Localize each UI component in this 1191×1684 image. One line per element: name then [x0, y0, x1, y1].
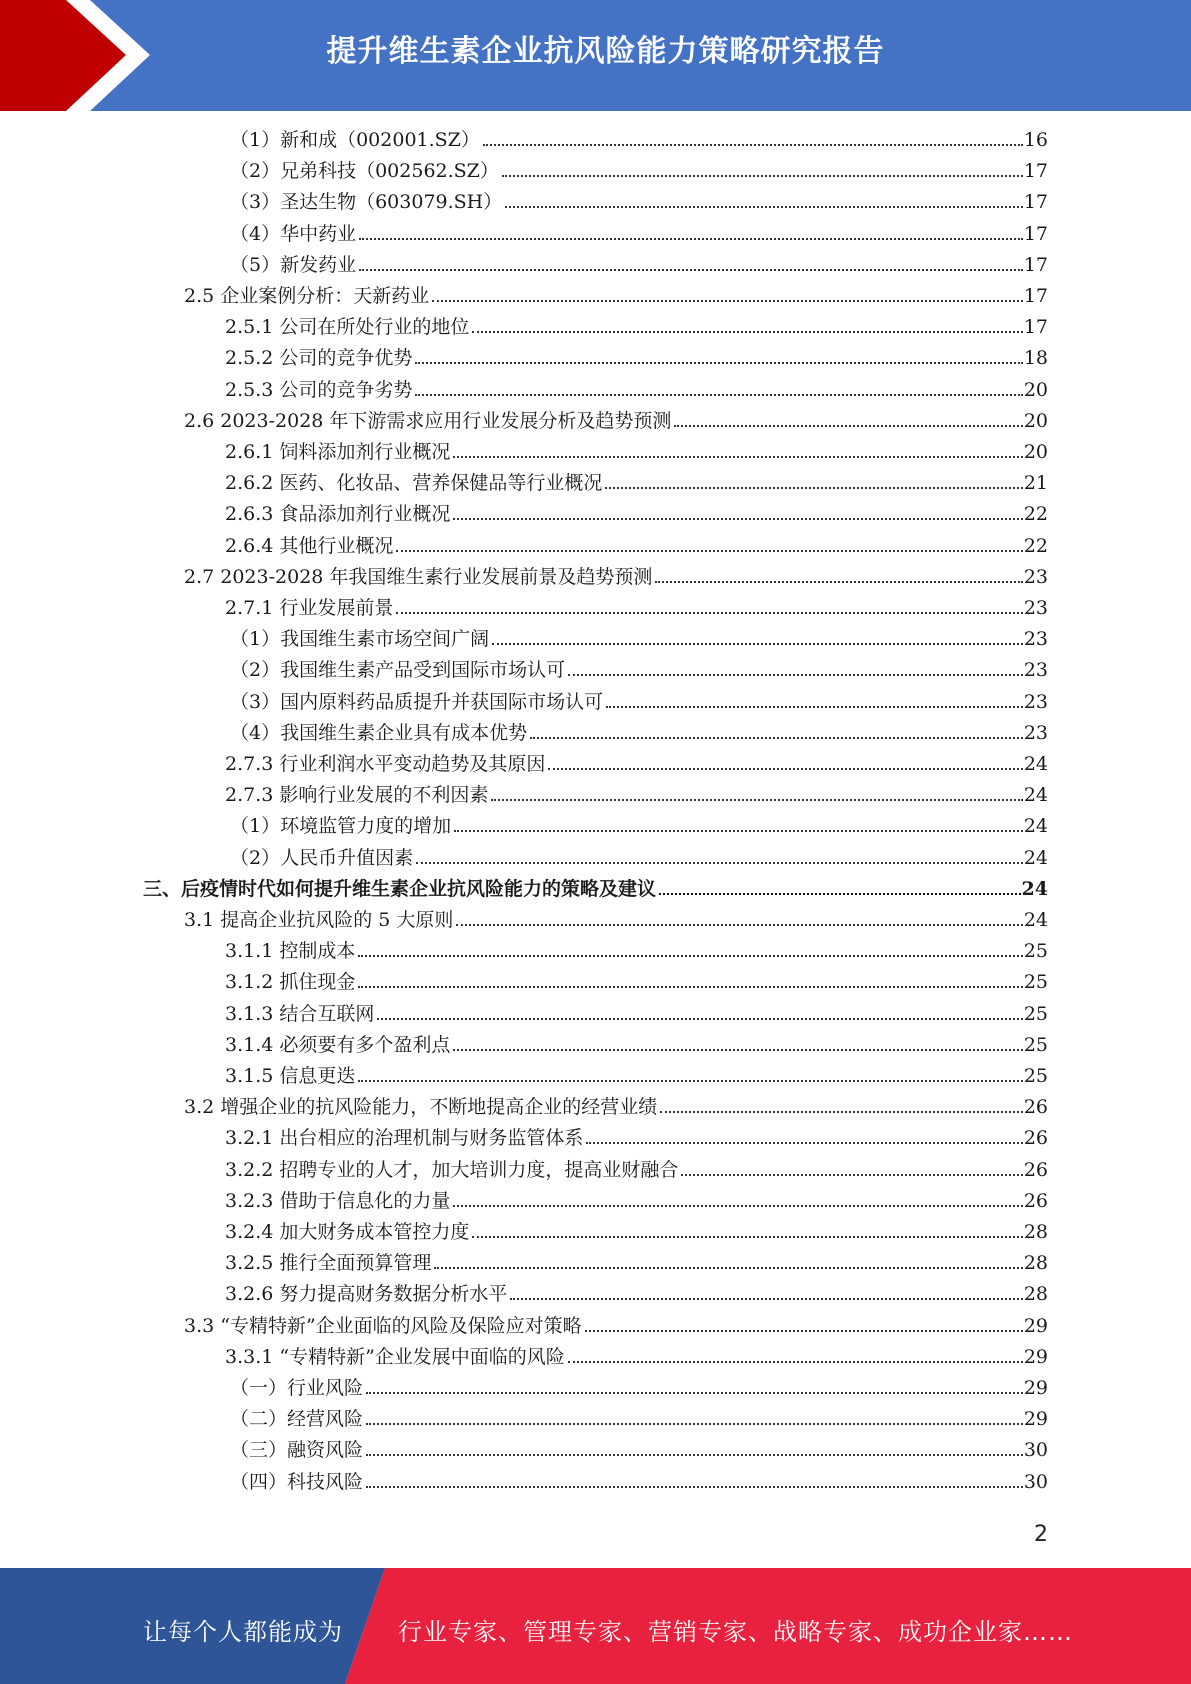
- toc-entry-title: （4）我国维生素企业具有成本优势: [230, 722, 528, 744]
- toc-entry-page: 24: [1023, 784, 1048, 806]
- toc-entry-title: （一）行业风险: [230, 1377, 364, 1399]
- toc-entry-title: 3.1.3 结合互联网: [225, 1003, 375, 1025]
- toc-entry-title: （1）新和成（002001.SZ）: [230, 129, 480, 151]
- toc-leader-dots: [358, 986, 1022, 988]
- toc-leader-dots: [568, 674, 1023, 676]
- toc-entry[interactable]: [225, 1033, 1048, 1057]
- toc-entry-page: 24: [1021, 878, 1048, 900]
- toc-entry-page: 17: [1023, 285, 1048, 307]
- toc-entry[interactable]: [143, 877, 1048, 901]
- toc-entry-page: 23: [1023, 628, 1048, 650]
- toc-entry-page: 30: [1023, 1471, 1048, 1493]
- toc-entry[interactable]: [225, 1345, 1048, 1369]
- toc-entry-title: 三、后疫情时代如何提升维生素企业抗风险能力的策略及建议: [143, 878, 657, 900]
- toc-entry-title: （2）人民币升值因素: [230, 847, 414, 869]
- toc-entry-page: 16: [1023, 129, 1048, 151]
- toc-leader-dots: [681, 1174, 1022, 1176]
- toc-leader-dots: [358, 955, 1022, 957]
- toc-leader-dots: [377, 1018, 1022, 1020]
- toc-entry-page: 23: [1023, 691, 1048, 713]
- toc-entry-title: （3）圣达生物（603079.SH）: [230, 191, 503, 213]
- toc-entry-page: 23: [1023, 566, 1048, 588]
- toc-leader-dots: [358, 1080, 1022, 1082]
- toc-entry-title: 3.2 增强企业的抗风险能力，不断地提高企业的经营业绩: [184, 1096, 658, 1118]
- toc-leader-dots: [366, 1423, 1023, 1425]
- toc-entry[interactable]: [230, 1438, 1048, 1462]
- toc-leader-dots: [432, 300, 1023, 302]
- toc-entry-title: 3.2.2 招聘专业的人才，加大培训力度，提高业财融合: [225, 1159, 679, 1181]
- toc-leader-dots: [456, 924, 1022, 926]
- toc-entry-title: 2.6.2 医药、化妆品、营养保健品等行业概况: [225, 472, 603, 494]
- toc-entry-page: 30: [1023, 1439, 1048, 1461]
- toc-leader-dots: [366, 1454, 1023, 1456]
- toc-entry-page: 24: [1023, 909, 1048, 931]
- toc-entry[interactable]: [225, 1251, 1048, 1275]
- toc-entry-page: 23: [1023, 597, 1048, 619]
- toc-entry[interactable]: [225, 596, 1048, 620]
- toc-entry[interactable]: [225, 502, 1048, 526]
- page-footer: [0, 1568, 1191, 1684]
- toc-entry-page: 26: [1023, 1159, 1048, 1181]
- toc-entry-title: 2.7 2023-2028 年我国维生素行业发展前景及趋势预测: [184, 566, 653, 588]
- toc-entry-page: 17: [1023, 191, 1048, 213]
- toc-entry-title: 2.7.3 行业利润水平变动趋势及其原因: [225, 753, 546, 775]
- toc-entry[interactable]: [230, 1407, 1048, 1431]
- toc-leader-dots: [366, 1392, 1023, 1394]
- toc-entry-page: 23: [1023, 659, 1048, 681]
- toc-leader-dots: [674, 425, 1022, 427]
- toc-leader-dots: [359, 238, 1023, 240]
- toc-entry[interactable]: [230, 814, 1048, 838]
- toc-entry[interactable]: [230, 690, 1048, 714]
- toc-entry[interactable]: [225, 783, 1048, 807]
- toc-entry-page: 20: [1023, 441, 1048, 463]
- toc-entry-title: 2.5.3 公司的竞争劣势: [225, 379, 413, 401]
- toc-leader-dots: [483, 144, 1023, 146]
- toc-leader-dots: [434, 1267, 1022, 1269]
- toc-entry-title: 3.1.4 必须要有多个盈利点: [225, 1034, 451, 1056]
- toc-entry[interactable]: [225, 534, 1048, 558]
- toc-entry-page: 29: [1023, 1315, 1048, 1337]
- toc-entry-title: （2）我国维生素产品受到国际市场认可: [230, 659, 566, 681]
- toc-leader-dots: [359, 269, 1023, 271]
- toc-entry[interactable]: [225, 440, 1048, 464]
- toc-entry-title: 3.1.2 抓住现金: [225, 971, 356, 993]
- report-title: 提升维生素企业抗风险能力策略研究报告: [326, 34, 885, 69]
- toc-leader-dots: [416, 862, 1023, 864]
- toc-entry[interactable]: [225, 970, 1048, 994]
- toc-entry-title: （3）国内原料药品质提升并获国际市场认可: [230, 691, 604, 713]
- toc-entry-title: （四）科技风险: [230, 1471, 364, 1493]
- toc-entry-title: （二）经营风险: [230, 1408, 364, 1430]
- toc-leader-dots: [659, 893, 1021, 895]
- toc-entry[interactable]: [230, 1470, 1048, 1494]
- toc-entry-title: （1）我国维生素市场空间广阔: [230, 628, 490, 650]
- toc-entry-page: 21: [1023, 472, 1048, 494]
- toc-entry[interactable]: [225, 939, 1048, 963]
- toc-entry-page: 25: [1023, 1003, 1048, 1025]
- toc-entry[interactable]: [225, 1282, 1048, 1306]
- toc-entry[interactable]: [230, 128, 1048, 152]
- toc-entry[interactable]: [184, 409, 1048, 433]
- toc-leader-dots: [548, 768, 1022, 770]
- toc-entry-page: 24: [1023, 753, 1048, 775]
- toc-leader-dots: [396, 550, 1022, 552]
- toc-entry[interactable]: [184, 565, 1048, 589]
- toc-leader-dots: [415, 394, 1022, 396]
- toc-entry[interactable]: [225, 1220, 1048, 1244]
- toc-entry-title: 3.2.6 努力提高财务数据分析水平: [225, 1283, 508, 1305]
- toc-entry[interactable]: [230, 721, 1048, 745]
- toc-entry-page: 28: [1023, 1221, 1048, 1243]
- toc-entry-page: 17: [1023, 160, 1048, 182]
- page-number: 2: [1034, 1522, 1048, 1547]
- toc-entry-page: 23: [1023, 722, 1048, 744]
- toc-entry-title: 3.3 “专精特新”企业面临的风险及保险应对策略: [184, 1315, 582, 1337]
- toc-entry[interactable]: [184, 908, 1048, 932]
- footer-slogan-right: 行业专家、管理专家、营销专家、战略专家、成功企业家……: [398, 1618, 1073, 1646]
- toc-leader-dots: [568, 1361, 1023, 1363]
- toc-entry-page: 25: [1023, 971, 1048, 993]
- toc-entry-page: 25: [1023, 1065, 1048, 1087]
- toc-entry-page: 25: [1023, 1034, 1048, 1056]
- toc-entry-title: 3.2.1 出台相应的治理机制与财务监管体系: [225, 1127, 584, 1149]
- toc-leader-dots: [366, 1486, 1023, 1488]
- toc-entry-page: 17: [1023, 223, 1048, 245]
- toc-entry[interactable]: [225, 1126, 1048, 1150]
- toc-entry-title: 3.2.4 加大财务成本管控力度: [225, 1221, 470, 1243]
- toc-entry-title: 3.1 提高企业抗风险的 5 大原则: [184, 909, 454, 931]
- toc-entry-page: 29: [1023, 1408, 1048, 1430]
- toc-entry[interactable]: [225, 1064, 1048, 1088]
- toc-entry-title: 2.6.4 其他行业概况: [225, 535, 394, 557]
- toc-leader-dots: [453, 1049, 1022, 1051]
- toc-entry-title: 2.5.1 公司在所处行业的地位: [225, 316, 470, 338]
- toc-entry-page: 29: [1023, 1377, 1048, 1399]
- toc-entry-title: （2）兄弟科技（002562.SZ）: [230, 160, 499, 182]
- footer-slogan-left: 让每个人都能成为: [143, 1618, 343, 1646]
- toc-entry[interactable]: [225, 1002, 1048, 1026]
- toc-leader-dots: [472, 331, 1022, 333]
- toc-entry[interactable]: [225, 315, 1048, 339]
- toc-entry-title: 2.5.2 公司的竞争优势: [225, 347, 413, 369]
- page-header: [0, 0, 1191, 111]
- toc-entry-title: 3.1.5 信息更迭: [225, 1065, 356, 1087]
- toc-entry-title: 3.1.1 控制成本: [225, 940, 356, 962]
- toc-leader-dots: [415, 362, 1022, 364]
- toc-entry[interactable]: [225, 1189, 1048, 1213]
- toc-entry[interactable]: [230, 190, 1048, 214]
- toc-entry[interactable]: [184, 284, 1048, 308]
- toc-entry[interactable]: [230, 253, 1048, 277]
- toc-entry[interactable]: [230, 159, 1048, 183]
- toc-entry-page: 26: [1023, 1127, 1048, 1149]
- toc-leader-dots: [655, 581, 1022, 583]
- toc-leader-dots: [606, 706, 1023, 708]
- toc-entry-title: 3.2.3 借助于信息化的力量: [225, 1190, 451, 1212]
- toc-entry-page: 26: [1023, 1096, 1048, 1118]
- toc-entry[interactable]: [230, 846, 1048, 870]
- toc-leader-dots: [530, 737, 1023, 739]
- toc-entry-page: 22: [1023, 503, 1048, 525]
- toc-entry[interactable]: [225, 471, 1048, 495]
- toc-entry-page: 24: [1023, 847, 1048, 869]
- toc-leader-dots: [505, 206, 1023, 208]
- toc-entry-page: 20: [1023, 379, 1048, 401]
- toc-entry-title: 2.7.1 行业发展前景: [225, 597, 394, 619]
- toc-entry-page: 28: [1023, 1283, 1048, 1305]
- toc-entry[interactable]: [225, 1158, 1048, 1182]
- toc-leader-dots: [472, 1236, 1022, 1238]
- toc-entry[interactable]: [230, 658, 1048, 682]
- toc-entry[interactable]: [230, 627, 1048, 651]
- toc-leader-dots: [585, 1330, 1023, 1332]
- toc-entry-title: 2.7.3 影响行业发展的不利因素: [225, 784, 489, 806]
- toc-entry-title: 2.6.1 饲料添加剂行业概况: [225, 441, 451, 463]
- toc-leader-dots: [453, 1205, 1022, 1207]
- toc-entry-page: 24: [1023, 815, 1048, 837]
- toc-leader-dots: [453, 518, 1022, 520]
- toc-leader-dots: [660, 1111, 1023, 1113]
- toc-entry-title: 3.3.1 “专精特新”企业发展中面临的风险: [225, 1346, 565, 1368]
- toc-entry-title: （5）新发药业: [230, 254, 357, 276]
- toc-entry[interactable]: [225, 752, 1048, 776]
- toc-leader-dots: [605, 487, 1022, 489]
- toc-entry[interactable]: [184, 1314, 1048, 1338]
- toc-entry-page: 17: [1023, 254, 1048, 276]
- toc-entry-page: 22: [1023, 535, 1048, 557]
- toc-entry-page: 25: [1023, 940, 1048, 962]
- toc-leader-dots: [502, 175, 1023, 177]
- toc-leader-dots: [454, 830, 1023, 832]
- toc-entry-page: 28: [1023, 1252, 1048, 1274]
- toc-entry[interactable]: [225, 346, 1048, 370]
- toc-entry[interactable]: [225, 378, 1048, 402]
- toc-leader-dots: [453, 456, 1022, 458]
- toc-entry-title: 2.6 2023-2028 年下游需求应用行业发展分析及趋势预测: [184, 410, 672, 432]
- toc-leader-dots: [586, 1142, 1022, 1144]
- toc-entry-page: 17: [1023, 316, 1048, 338]
- toc-entry[interactable]: [230, 1376, 1048, 1400]
- toc-entry-title: （4）华中药业: [230, 223, 357, 245]
- toc-entry-title: 3.2.5 推行全面预算管理: [225, 1252, 432, 1274]
- toc-entry-title: 2.6.3 食品添加剂行业概况: [225, 503, 451, 525]
- toc-entry-page: 20: [1023, 410, 1048, 432]
- toc-entry-title: （三）融资风险: [230, 1439, 364, 1461]
- toc-leader-dots: [396, 612, 1022, 614]
- toc-entry-page: 26: [1023, 1190, 1048, 1212]
- toc-entry[interactable]: [230, 222, 1048, 246]
- toc-entry[interactable]: [184, 1095, 1048, 1119]
- toc-entry-title: 2.5 企业案例分析：天新药业: [184, 285, 430, 307]
- toc-entry-page: 29: [1023, 1346, 1048, 1368]
- toc-entry-page: 18: [1023, 347, 1048, 369]
- toc-leader-dots: [491, 799, 1022, 801]
- toc-entry-title: （1）环境监管力度的增加: [230, 815, 452, 837]
- toc-leader-dots: [492, 643, 1023, 645]
- toc-leader-dots: [510, 1298, 1022, 1300]
